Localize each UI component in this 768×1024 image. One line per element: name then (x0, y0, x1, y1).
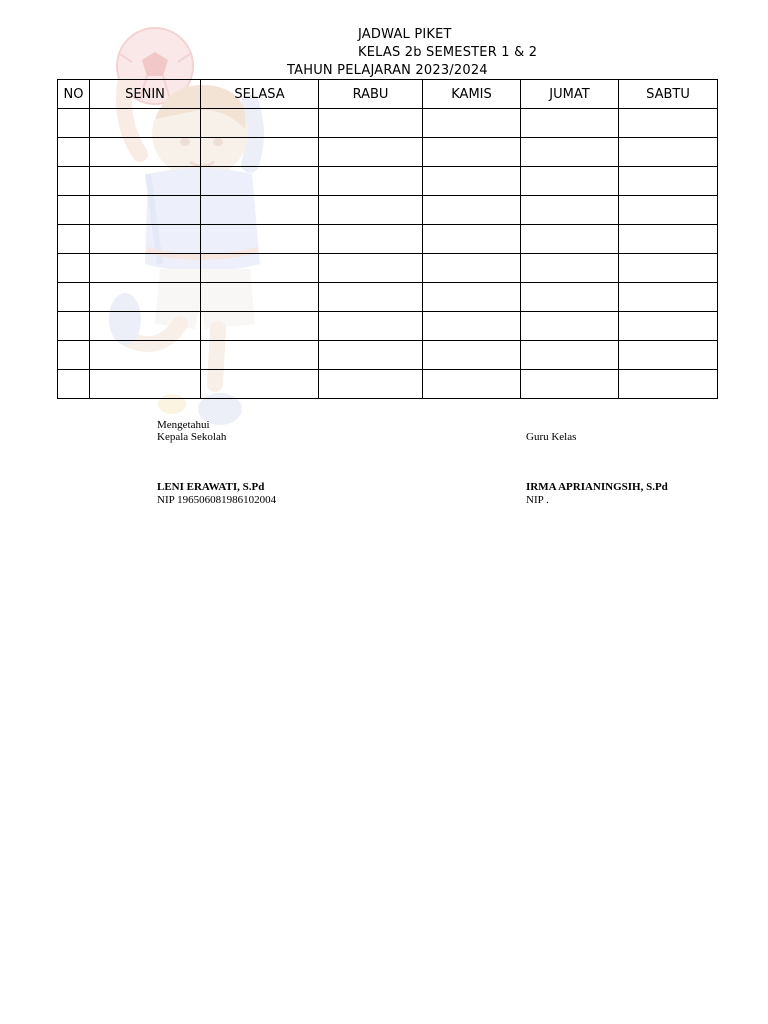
column-header-kamis: KAMIS (423, 80, 521, 109)
teacher-nip: NIP . (526, 494, 549, 506)
table-cell (201, 167, 319, 196)
table-cell (201, 196, 319, 225)
table-cell (58, 109, 90, 138)
table-row (58, 341, 718, 370)
table-cell (58, 312, 90, 341)
table-cell (201, 283, 319, 312)
table-cell (58, 254, 90, 283)
table-cell (619, 196, 718, 225)
table-cell (90, 109, 201, 138)
table-cell (319, 254, 423, 283)
table-cell (619, 370, 718, 399)
table-cell (201, 138, 319, 167)
table-cell (319, 109, 423, 138)
table-cell (619, 167, 718, 196)
table-cell (319, 167, 423, 196)
table-cell (619, 138, 718, 167)
table-cell (58, 283, 90, 312)
table-row (58, 196, 718, 225)
table-cell (201, 370, 319, 399)
table-cell (319, 196, 423, 225)
table-cell (521, 225, 619, 254)
table-cell (521, 312, 619, 341)
table-row (58, 138, 718, 167)
table-row (58, 370, 718, 399)
acknowledged-label: Mengetahui (157, 419, 210, 431)
table-cell (319, 138, 423, 167)
table-cell (90, 341, 201, 370)
table-cell (521, 283, 619, 312)
table-row (58, 167, 718, 196)
column-header-jumat: JUMAT (521, 80, 619, 109)
academic-year-line: TAHUN PELAJARAN 2023/2024 (287, 63, 488, 78)
table-cell (521, 138, 619, 167)
column-header-selasa: SELASA (201, 80, 319, 109)
table-cell (521, 254, 619, 283)
principal-nip: NIP 196506081986102004 (157, 494, 277, 506)
table-cell (90, 312, 201, 341)
table-cell (90, 283, 201, 312)
table-cell (619, 254, 718, 283)
table-cell (423, 370, 521, 399)
table-cell (58, 138, 90, 167)
table-cell (90, 138, 201, 167)
table-cell (90, 225, 201, 254)
table-header-row (58, 80, 718, 109)
duty-schedule-table (57, 79, 718, 399)
table-cell (201, 254, 319, 283)
table-cell (201, 312, 319, 341)
table-cell (423, 138, 521, 167)
table-row (58, 254, 718, 283)
table-cell (521, 341, 619, 370)
table-cell (423, 341, 521, 370)
table-cell (521, 370, 619, 399)
table-cell (319, 283, 423, 312)
document-title: JADWAL PIKET (358, 27, 452, 42)
table-cell (423, 167, 521, 196)
column-header-sabtu: SABTU (619, 80, 718, 109)
column-header-senin: SENIN (90, 80, 201, 109)
table-cell (201, 341, 319, 370)
table-cell (619, 225, 718, 254)
table-cell (619, 109, 718, 138)
table-cell (201, 109, 319, 138)
table-cell (58, 196, 90, 225)
table-cell (619, 341, 718, 370)
column-header-no: NO (58, 80, 90, 109)
table-row (58, 225, 718, 254)
table-row (58, 109, 718, 138)
class-semester-line: KELAS 2b SEMESTER 1 & 2 (358, 45, 538, 60)
table-cell (319, 312, 423, 341)
principal-name: LENI ERAWATI, S.Pd (157, 481, 265, 493)
table-cell (58, 370, 90, 399)
teacher-name: IRMA APRIANINGSIH, S.Pd (526, 481, 668, 493)
column-header-rabu: RABU (319, 80, 423, 109)
table-cell (423, 109, 521, 138)
table-cell (58, 341, 90, 370)
table-cell (90, 196, 201, 225)
table-cell (319, 225, 423, 254)
table-cell (423, 225, 521, 254)
table-cell (619, 283, 718, 312)
table-cell (619, 312, 718, 341)
table-cell (201, 225, 319, 254)
table-cell (423, 196, 521, 225)
table-cell (58, 225, 90, 254)
teacher-role-label: Guru Kelas (526, 431, 577, 443)
principal-role-label: Kepala Sekolah (157, 431, 227, 443)
table-row (58, 312, 718, 341)
table-cell (90, 167, 201, 196)
table-cell (521, 167, 619, 196)
table-cell (423, 283, 521, 312)
table-cell (423, 312, 521, 341)
table-cell (319, 341, 423, 370)
table-cell (423, 254, 521, 283)
table-cell (90, 254, 201, 283)
table-cell (521, 196, 619, 225)
table-cell (90, 370, 201, 399)
table-cell (521, 109, 619, 138)
table-row (58, 283, 718, 312)
table-cell (58, 167, 90, 196)
table-cell (319, 370, 423, 399)
